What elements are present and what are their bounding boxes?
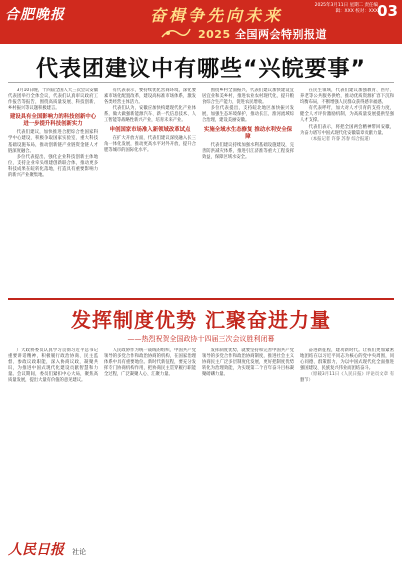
- article-column-3: [202, 88, 294, 294]
- source-note: （原载3月11日《人民日报》评论员文章 有删节）: [300, 372, 394, 384]
- subheading: 建设具有全国影响力的科技创新中心 进一步提升科技创新实力: [9, 114, 97, 128]
- commentary-column-4: [300, 348, 394, 570]
- subheading: 申创国家市场准入新领域改革试点: [109, 126, 191, 133]
- page-header: [0, 0, 402, 44]
- commentary-subtitle: ——热烈祝贺全国政协十四届三次会议胜利闭幕: [127, 335, 275, 343]
- paragraph: 代表们认为，安徽应加快构建现代化产业体系，做大做强新能源汽车、新一代信息技术、人工智能等战略性新兴产业，培育未来产业。: [104, 106, 196, 124]
- paragraph: 多位代表提出，支持皖北地区加快振兴发展，加强生态环境保护，推动长江、淮河流域综合治理，建设美丽安徽。: [202, 106, 294, 124]
- commentary-column-2: [104, 348, 196, 570]
- paragraph: 人民政协作为统一战线的组织、中国共产党领导的多党合作和政治协商的机构，在国家治理体系中具有重要地位。新时代新征程，要充分发挥专门协商机构作用，把协商民主贯穿履行职能全过程，广泛凝聚人心、汇聚力量。: [104, 348, 196, 378]
- page-number: 03: [377, 2, 398, 20]
- header-slogan: 奋楫争先向未来: [150, 6, 284, 25]
- paragraph: 广大政协委员认真学习贯彻习近平总书记重要讲话精神，积极履行政治协商、民主监督、参政议政职能，深入协商议政，凝聚共识，为推进中国式现代化建设贡献智慧和力量。会议期间，委员们紧扣中心大局，聚焦高质量发展，提出大量有价值的意见建议。: [8, 348, 98, 384]
- section-divider: [8, 298, 394, 300]
- paragraph: 在扩大开放方面，代表们建议深度融入长三角一体化发展，推动更高水平对外开放，提升合肥等城市的国际化水平。: [104, 135, 196, 153]
- paragraph: 在民生领域，代表们建议加强教育、医疗、养老等公共服务供给，推动优质资源扩容下沉和均衡布局，不断增强人民群众获得感幸福感。: [300, 88, 394, 106]
- headline-divider: [8, 82, 394, 83]
- section-banner: [198, 26, 327, 42]
- paragraph: 代表们表示，将把全国两会精神带回安徽，为奋力谱写中国式现代化安徽篇章贡献力量。: [300, 124, 394, 136]
- commentary-title: 发挥制度优势 汇聚奋进力量: [71, 308, 331, 332]
- commentary-column-1: [8, 348, 98, 536]
- main-headline: 代表团建议中有哪些“兴皖要事”: [36, 57, 366, 82]
- subheading: 实施全域水生态修复 推动水利安全保障: [203, 126, 293, 140]
- paragraph: 代表们建议持续加强水利基础设施建设，完善防洪减灾体系，推进引江济淮等重大工程发挥效益，保障区域水安全。: [202, 142, 294, 160]
- decoration-icon: [160, 27, 192, 39]
- paragraph: 有代表呼吁，加大对人才引育的支持力度，健全人才评价激励机制，为高质量发展提供坚强人才支撑。: [300, 106, 394, 124]
- section-year: 2025: [198, 28, 231, 41]
- article-column-1: [8, 88, 98, 294]
- logo-text: 人民日报: [8, 542, 64, 558]
- byline: （本报记者 许睿 苏春 综合报道）: [308, 136, 373, 142]
- masthead: 合肥晚报: [5, 7, 65, 23]
- newspaper-logo: [8, 539, 88, 567]
- article-column-2: [104, 88, 196, 294]
- section-title: 全国两会特别报道: [234, 28, 327, 41]
- paragraph: 多位代表提出，强化企业科技创新主体地位，支持企业牵头组建创新联合体，推动更多科技成果在皖转化落地，打造具有重要影响力的新兴产业聚集地。: [8, 154, 98, 179]
- paragraph: 奋进新征程，建功新时代。让我们更加紧密地团结在以习近平同志为核心的党中央周围，同心同德、群策群力，为以中国式现代化全面推进强国建设、民族复兴伟业而团结奋斗。: [300, 348, 394, 372]
- paragraph: 围绕乡村全面振兴，代表们建议加快建设宜居宜业和美乡村，推进农业农村现代化，提升粮食综合生产能力，促进农民增收。: [202, 88, 294, 106]
- article-column-4: [300, 88, 394, 294]
- paragraph: 代表们建议，加快推进合肥综合性国家科学中心建设，积极争取国家实验室、重大科技基础设施布局，推动创新链产业链资金链人才链深度融合。: [8, 130, 98, 154]
- header-meta: 2025年3月11日 星期二 责任编辑：XXX 校对：XXX: [314, 3, 378, 14]
- paragraph: 发挥制度优势，就要坚持和完善中国共产党领导的多党合作和政治协商制度，推进社会主义协商民主广泛多层制度化发展，更好把制度优势转化为治理效能，为实现第二个百年奋斗目标凝聚磅礴力量。: [202, 348, 294, 378]
- paragraph: 3月10日晚，十四届全国人大三次会议安徽代表团举行全体会议，代表们认真审议政府工作报告等报告，围绕高质量发展、科技创新、乡村振兴等议题积极建言。: [8, 88, 98, 112]
- commentary-column-3: [202, 348, 294, 570]
- paragraph: 有代表表示，要持续优化营商环境，深化要素市场化配置改革，建设高标准市场体系，激发各类经营主体活力。: [104, 88, 196, 106]
- logo-label: 社论: [72, 548, 87, 556]
